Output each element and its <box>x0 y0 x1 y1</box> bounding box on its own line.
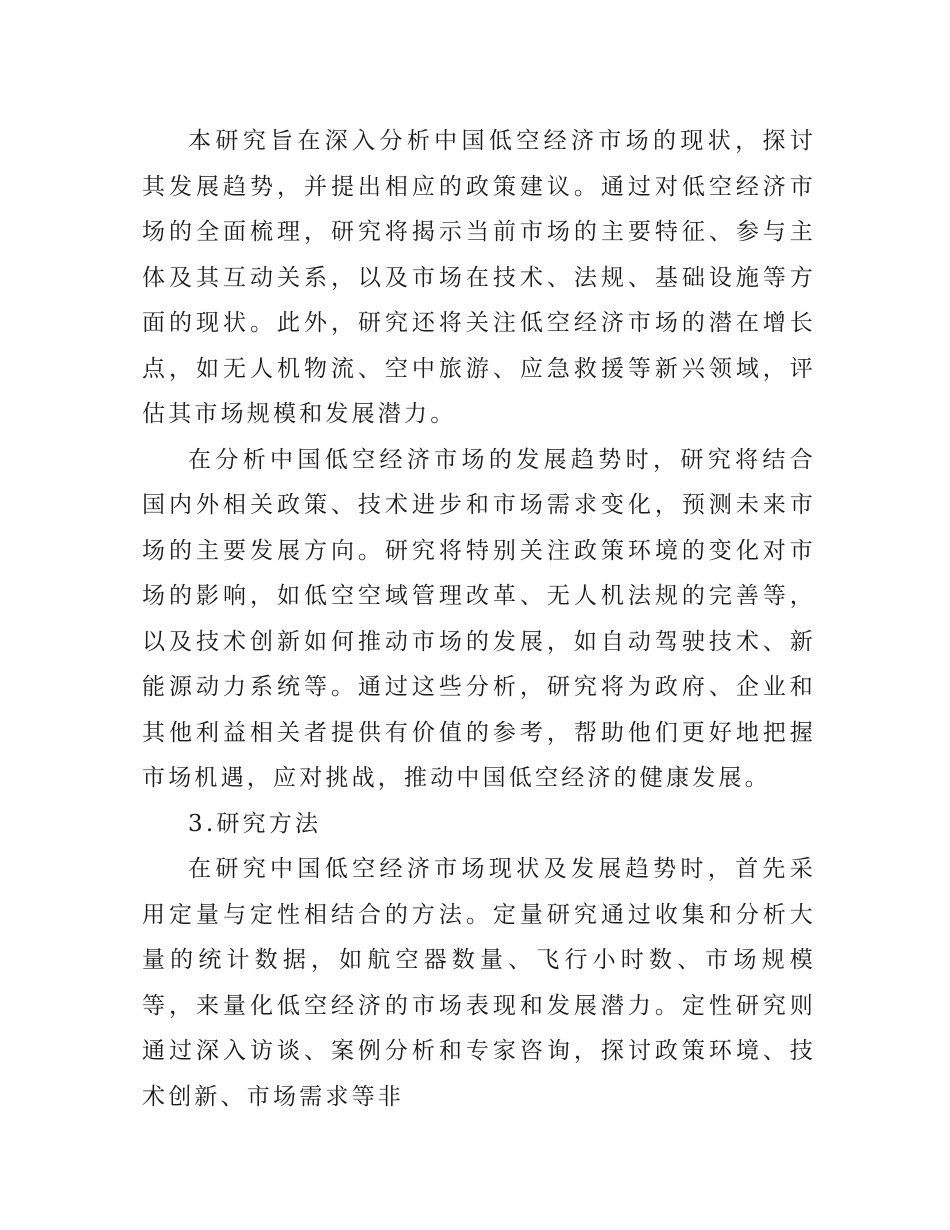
paragraph-development-trends: 在分析中国低空经济市场的发展趋势时，研究将结合国内外相关政策、技术进步和市场需求变化，预测未来市场的主要发展方向。研究将特别关注政策环境的变化对市场的影响，如低空空域管理改革、无人机法规的完善等，以及技术创新如何推动市场的发展，如自动驾驶技术、新能源动力系统等。通过这些分析，研究将为政府、企业和其他利益相关者提供有价值的参考，帮助他们更好地把握市场机遇，应对挑战，推动中国低空经济的健康发展。 <box>142 446 816 791</box>
section-heading-research-methods: 3.研究方法 <box>188 810 322 837</box>
paragraph-research-methods: 在研究中国低空经济市场现状及发展趋势时，首先采用定量与定性相结合的方法。定量研究通过收集和分析大量的统计数据，如航空器数量、飞行小时数、市场规模等，来量化低空经济的市场表现和发展潜力。定性研究则通过深入访谈、案例分析和专家咨询，探讨政策环境、技术创新、市场需求等非 <box>142 856 816 1110</box>
paragraph-research-objective: 本研究旨在深入分析中国低空经济市场的现状，探讨其发展趋势，并提出相应的政策建议。通过对低空经济市场的全面梳理，研究将揭示当前市场的主要特征、参与主体及其互动关系，以及市场在技术、法规、基础设施等方面的现状。此外，研究还将关注低空经济市场的潜在增长点，如无人机物流、空中旅游、应急救援等新兴领域，评估其市场规模和发展潜力。 <box>142 128 816 427</box>
document-body <box>142 119 816 1120</box>
